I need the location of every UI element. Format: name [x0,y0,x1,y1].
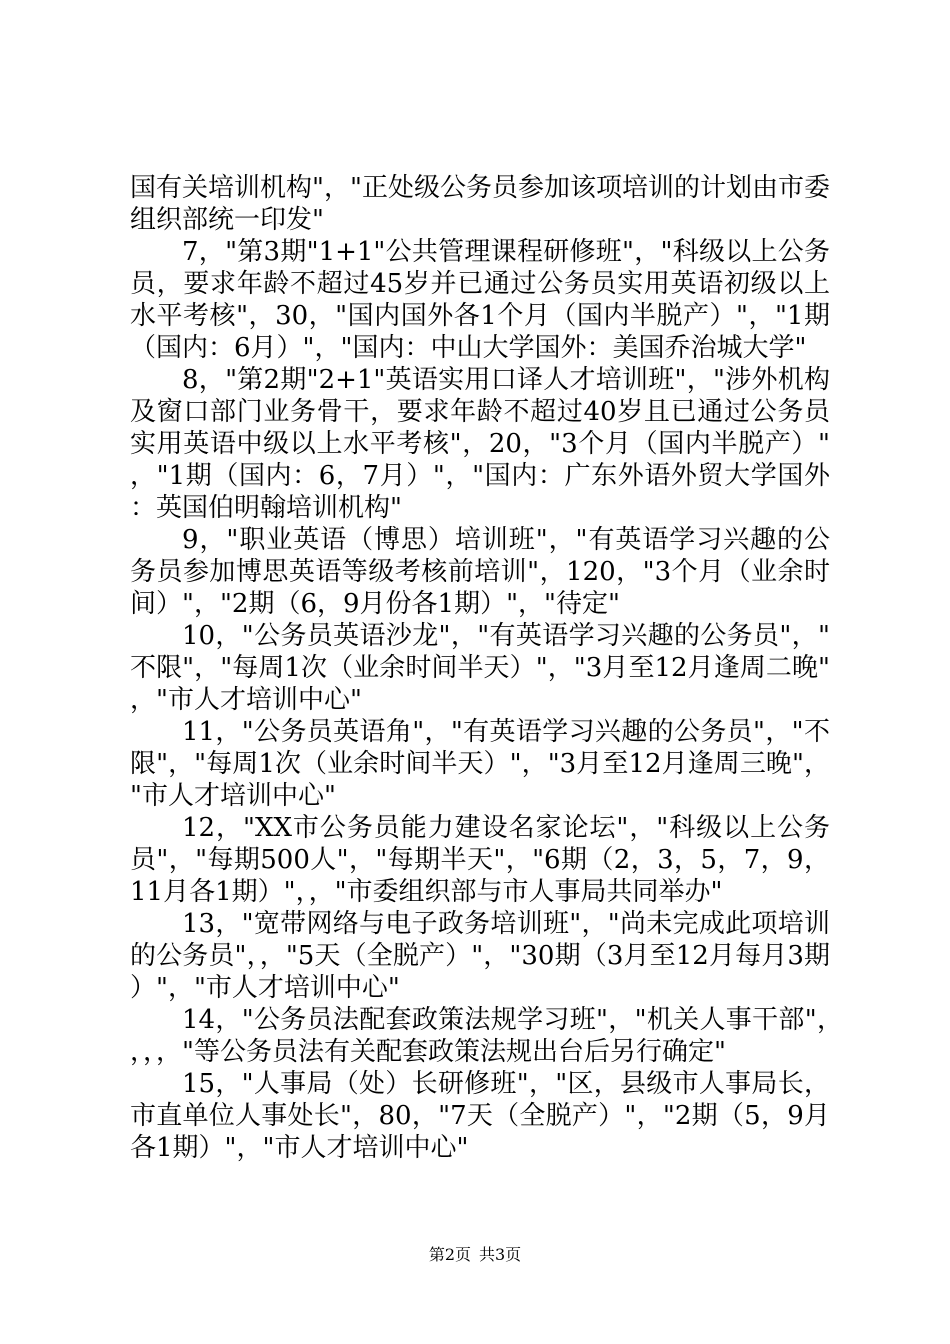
paragraph-item-14: 14，"公务员法配套政策法规学习班"，"机关人事干部"，，，，"等公务员法有关配套政策法规出台后另行确定" [130,1005,830,1067]
paragraph-item-11: 11，"公务员英语角"，"有英语学习兴趣的公务员"，"不限"，"每周1次（业余时间半天）"，"3月至12月逢周三晚"，"市人才培训中心" [130,717,830,811]
paragraph-item-10: 10，"公务员英语沙龙"，"有英语学习兴趣的公务员"，"不限"，"每周1次（业余时间半天）"，"3月至12月逢周二晚"，"市人才培训中心" [130,621,830,715]
paragraph-item-8: 8，"第2期"2+1"英语实用口译人才培训班"，"涉外机构及窗口部门业务骨干，要求年龄不超过40岁且已通过公务员实用英语中级以上水平考核"，20，"3个月（国内半脱产）"，"1期（国内：6，7月）"，"国内：广东外语外贸大学国外：英国伯明翰培训机构" [130,365,830,523]
paragraph-item-9: 9，"职业英语（博思）培训班"，"有英语学习兴趣的公务员参加博思英语等级考核前培训"，120，"3个月（业余时间）"，"2期（6，9月份各1期）"，"待定" [130,525,830,619]
page-number: 第2页 [428,1245,471,1264]
paragraph-item-12: 12，"XX市公务员能力建设名家论坛"，"科级以上公务员"，"每期500人"，"每期半天"，"6期（2，3，5，7，9，11月各1期）"，，"市委组织部与市人事局共同举办" [130,813,830,907]
paragraph-item-7: 7，"第3期"1+1"公共管理课程研修班"，"科级以上公务员，要求年龄不超过45岁并已通过公务员实用英语初级以上水平考核"，30，"国内国外各1个月（国内半脱产）"，"1期（国内：6月）"，"国内：中山大学国外：美国乔治城大学" [130,237,830,363]
paragraph-continuation: 国有关培训机构"，"正处级公务员参加该项培训的计划由市委组织部统一印发" [130,173,830,235]
paragraph-item-15: 15，"人事局（处）长研修班"，"区，县级市人事局长，市直单位人事处长"，80，"7天（全脱产）"，"2期（5，9月各1期）"，"市人才培训中心" [130,1069,830,1163]
paragraph-item-13: 13，"宽带网络与电子政务培训班"，"尚未完成此项培训的公务员"，，"5天（全脱产）"，"30期（3月至12月每月3期）"，"市人才培训中心" [130,909,830,1003]
page-total: 共3页 [479,1245,522,1264]
page-footer [0,1245,950,1265]
document-body [130,172,830,1164]
